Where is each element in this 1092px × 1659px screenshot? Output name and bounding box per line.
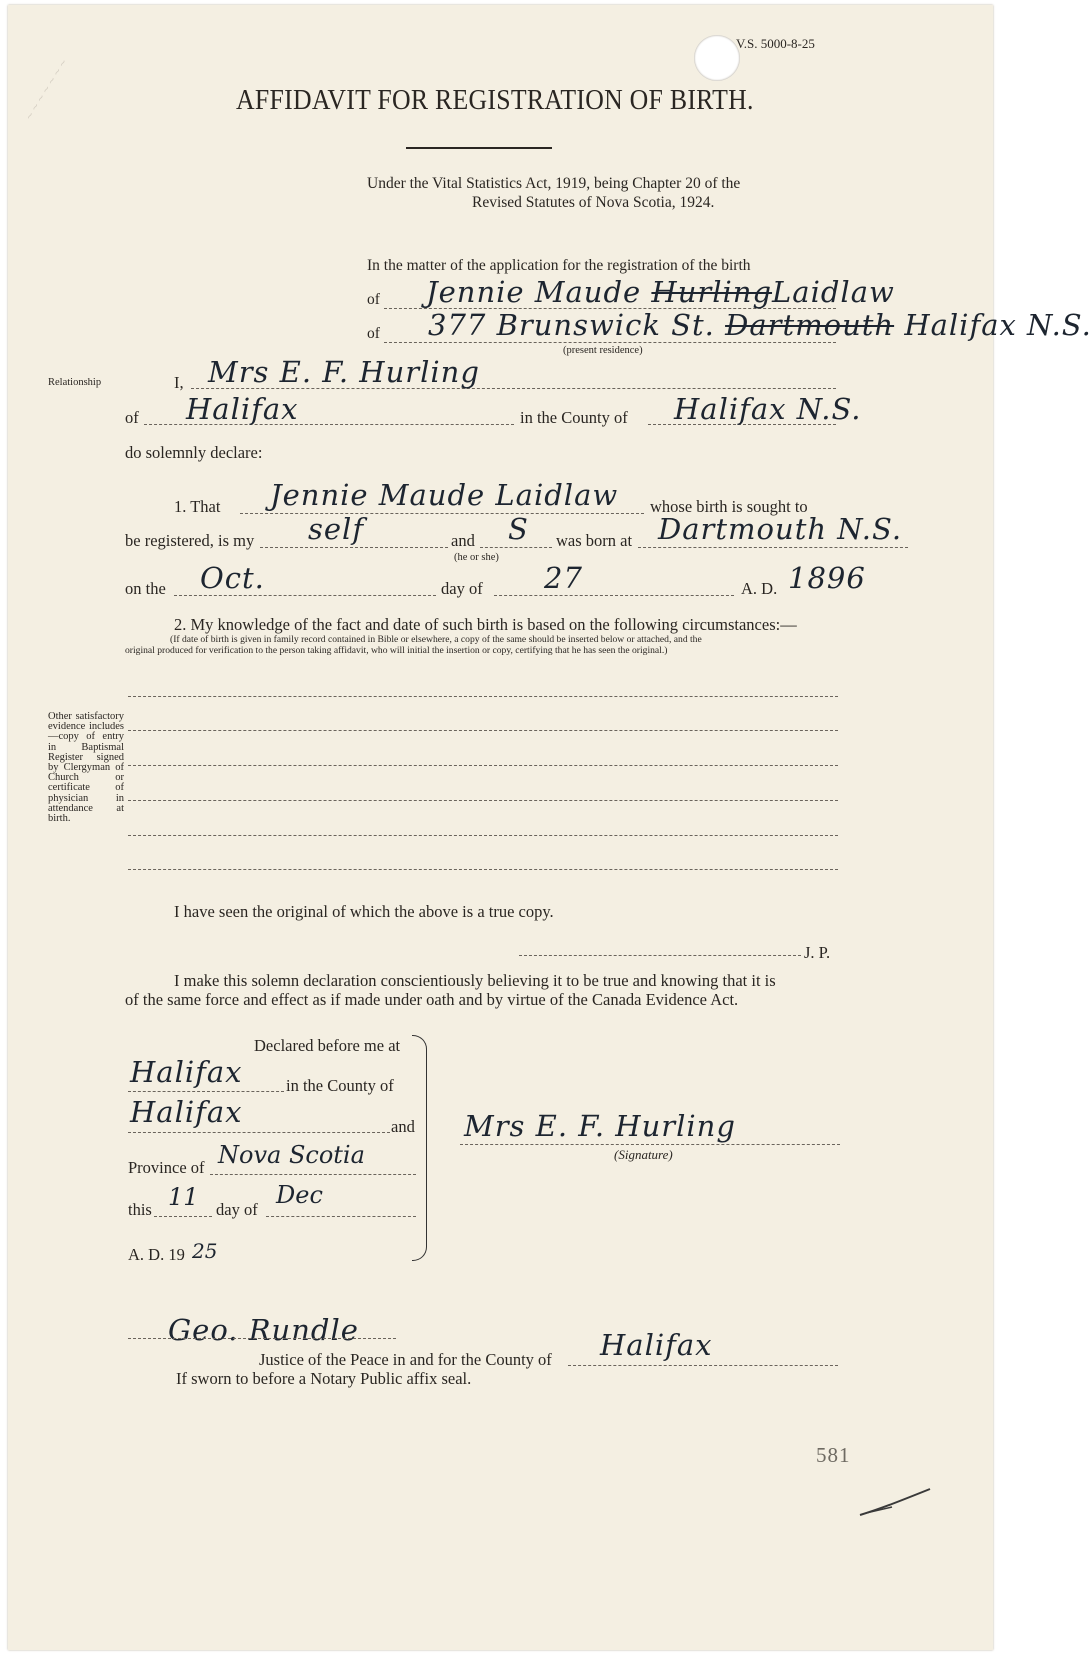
notary-label: If sworn to before a Notary Public affix seal. [176, 1369, 472, 1388]
i-label: I, [174, 373, 184, 392]
and2-label: and [391, 1117, 415, 1136]
pencil-mark [856, 1483, 936, 1523]
county2-handwritten: Halifax [130, 1095, 243, 1129]
signature-label: (Signature) [614, 1147, 673, 1162]
declaration-brace [412, 1035, 427, 1261]
province-handwritten: Nova Scotia [218, 1141, 365, 1169]
this-label: this [128, 1200, 152, 1219]
relation-handwritten: self [308, 512, 365, 546]
evidence-line-5 [128, 835, 838, 836]
q2-note-1: (If date of birth is given in family record contained in Bible or elsewhere, a copy of the same should be inserted below or attached, and the [170, 634, 702, 645]
title-rule [406, 147, 552, 149]
month2-handwritten: Dec [276, 1181, 323, 1209]
evidence-line-2 [128, 730, 838, 731]
he-she-line [480, 547, 552, 548]
solemn-line-1: I make this solemn declaration conscientiously believing it to be true and knowing that it is [174, 971, 776, 990]
this-day-line [154, 1216, 212, 1217]
declarant-handwritten: Mrs E. F. Hurling [208, 355, 480, 389]
file-number: 581 [816, 1443, 851, 1467]
evidence-line-3 [128, 765, 838, 766]
matter-line: In the matter of the application for the registration of the birth [367, 257, 751, 274]
solemn-line-2: of the same force and effect as if made under oath and by virtue of the Canada Evidence Act. [125, 990, 739, 1009]
jp-signature-line [128, 1338, 396, 1339]
month-handwritten: Oct. [200, 561, 265, 595]
born-at-label: was born at [556, 531, 633, 550]
q1-that: 1. That [174, 497, 221, 516]
declare-label: do solemnly declare: [125, 443, 263, 462]
this-day-handwritten: 11 [168, 1183, 199, 1211]
jp-line-label: Justice of the Peace in and for the County of [259, 1350, 552, 1369]
jp-county-handwritten: Halifax [600, 1328, 713, 1362]
seen-original-text: I have seen the original of which the above is a true copy. [174, 902, 554, 921]
day-of-label: day of [441, 579, 483, 598]
signature-handwritten: Mrs E. F. Hurling [464, 1109, 736, 1143]
evidence-line-4 [128, 800, 838, 801]
declared-before-label: Declared before me at [254, 1036, 401, 1055]
jp-label: J. P. [804, 943, 831, 962]
document-title: AFFIDAVIT FOR REGISTRATION OF BIRTH. [236, 85, 754, 116]
q1-name-handwritten: Jennie Maude Laidlaw [270, 478, 619, 512]
jp-signature-handwritten: Geo. Rundle [168, 1313, 359, 1347]
jp-line [519, 955, 801, 956]
of-label-2: of [367, 325, 380, 342]
evidence-side-note: Other satisfactory evidence includes —copy of entry in Baptismal Register signed by Clergyman of Church or certificate of physician in attendance at birth. [48, 711, 124, 825]
born-at-handwritten: Dartmouth N.S. [658, 512, 903, 546]
place-handwritten: Halifax [130, 1055, 243, 1089]
month-line [174, 595, 436, 596]
statute-line-2: Revised Statutes of Nova Scotia, 1924. [472, 194, 715, 211]
he-or-she-label: (he or she) [454, 552, 499, 563]
born-at-line [638, 547, 908, 548]
bleed-through-marks: ~ ~ ~ ~ ~ ~ ~ [22, 56, 71, 123]
statute-line-1: Under the Vital Statistics Act, 1919, being Chapter 20 of the [367, 175, 741, 192]
province-label: Province of [128, 1158, 205, 1177]
province-line [210, 1174, 416, 1175]
birth-name-handwritten: Jennie Maude HurlingLaidlaw [426, 275, 895, 309]
evidence-line-1 [128, 696, 838, 697]
town-handwritten: Halifax [186, 392, 299, 426]
year-handwritten: 1896 [788, 561, 866, 595]
and-label: and [451, 531, 475, 550]
day-of2-label: day of [216, 1200, 258, 1219]
q1-name-line [240, 513, 644, 514]
registered-label: be registered, is my [125, 531, 255, 550]
q1-whose: whose birth is sought to [650, 497, 808, 516]
q2-text: 2. My knowledge of the fact and date of such birth is based on the following circumstances:— [174, 615, 797, 634]
ad-label: A. D. [741, 579, 778, 598]
he-she-handwritten: S [508, 512, 529, 546]
relationship-margin-label: Relationship [48, 377, 102, 388]
relation-line [260, 547, 448, 548]
q2-note-2: original produced for verification to the person taking affidavit, who will initial the insertion or copy, certifying that he has seen the original.) [125, 645, 668, 656]
month2-line [266, 1216, 416, 1217]
punch-hole [694, 35, 740, 81]
affidavit-page [8, 5, 1092, 1650]
day-line [494, 595, 734, 596]
signature-line [460, 1144, 840, 1145]
ad-year-handwritten: 25 [192, 1239, 218, 1263]
in-county-label: in the County of [520, 408, 628, 427]
present-residence-label: (present residence) [563, 345, 643, 356]
of-town-label: of [125, 408, 139, 427]
jp-county-line [568, 1365, 838, 1366]
residence-handwritten: 377 Brunswick St. Dartmouth Halifax N.S. [428, 308, 1092, 342]
ad-year-label: A. D. 19 [128, 1245, 185, 1264]
in-the-county-label: in the County of [286, 1076, 394, 1095]
county2-line [128, 1132, 390, 1133]
evidence-line-6 [128, 869, 838, 870]
of-label-1: of [367, 291, 380, 308]
on-the-label: on the [125, 579, 166, 598]
form-code: V.S. 5000-8-25 [736, 36, 815, 51]
place-line [128, 1091, 284, 1092]
day-handwritten: 27 [544, 561, 583, 595]
residence-line [384, 342, 836, 343]
county-handwritten: Halifax N.S. [674, 392, 862, 426]
